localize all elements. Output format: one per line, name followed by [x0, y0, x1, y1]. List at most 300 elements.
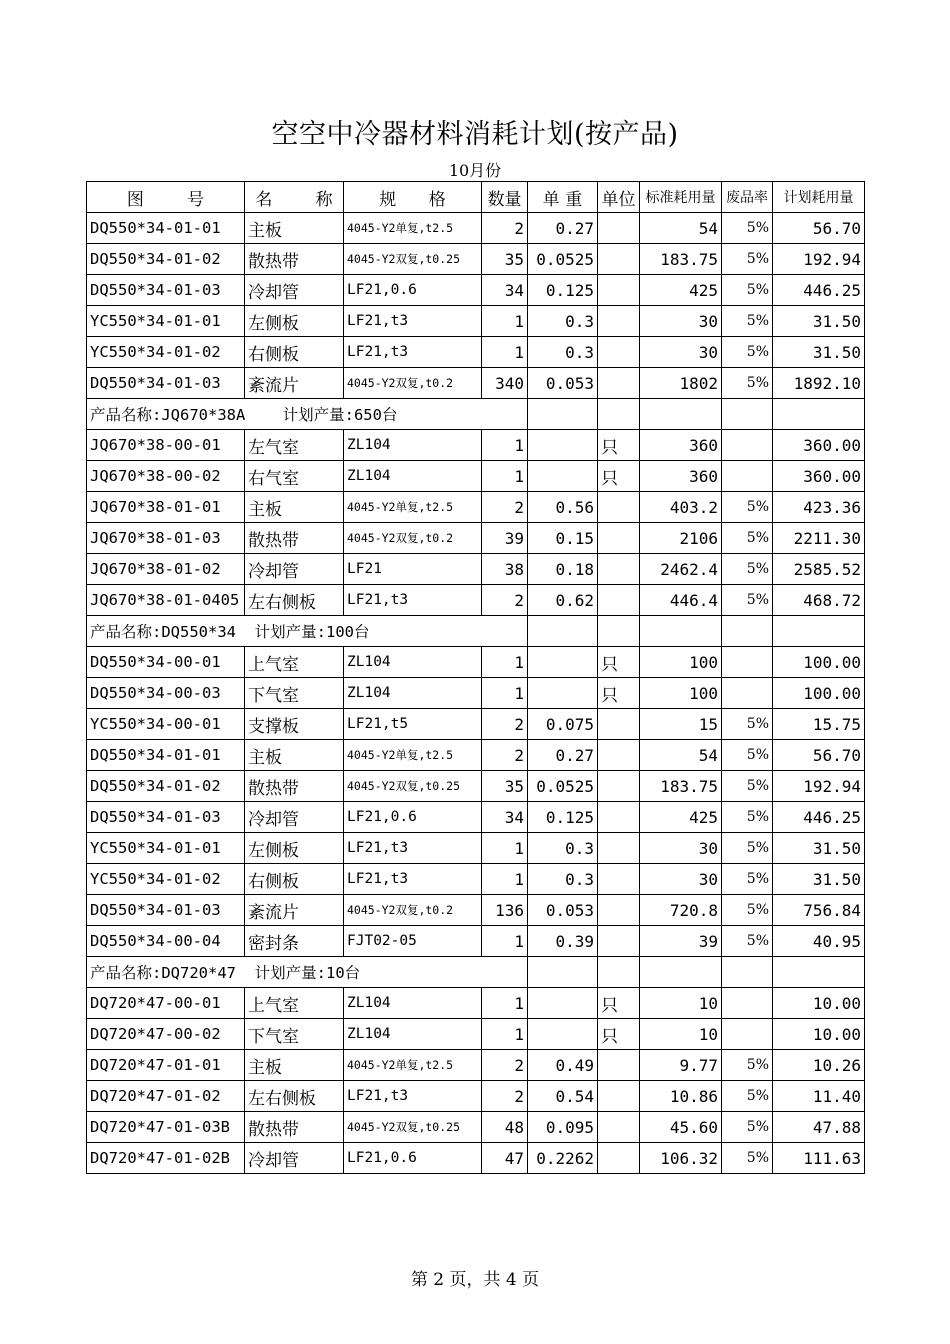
unit-weight-cell: 0.39	[528, 926, 598, 957]
empty-cell-unit	[598, 957, 640, 988]
part-code-cell: DQ550*34-01-02	[87, 244, 245, 275]
unit-weight-cell: 0.053	[528, 368, 598, 399]
unit-cell	[598, 523, 640, 554]
part-name-cell: 左侧板	[245, 833, 344, 864]
spec-cell: 4045-Y2双复,t0.25	[344, 1112, 482, 1143]
qty-cell: 38	[482, 554, 528, 585]
unit-cell	[598, 337, 640, 368]
std-usage-cell: 360	[640, 430, 722, 461]
unit-weight-cell: 0.49	[528, 1050, 598, 1081]
spec-cell: ZL104	[344, 647, 482, 678]
spec-cell: LF21,t3	[344, 585, 482, 616]
part-code-cell: DQ550*34-00-04	[87, 926, 245, 957]
plan-usage-cell: 446.25	[773, 275, 865, 306]
qty-cell: 48	[482, 1112, 528, 1143]
qty-cell: 1	[482, 833, 528, 864]
part-name-cell: 左侧板	[245, 306, 344, 337]
unit-weight-cell: 0.095	[528, 1112, 598, 1143]
section-heading: 产品名称:DQ550*34 计划产量:100台	[87, 616, 528, 647]
section-heading-row	[87, 957, 865, 988]
std-usage-cell: 360	[640, 461, 722, 492]
table-row	[87, 926, 865, 957]
spec-cell: LF21,t5	[344, 709, 482, 740]
qty-cell: 340	[482, 368, 528, 399]
spec-cell: 4045-Y2单复,t2.5	[344, 740, 482, 771]
qty-cell: 2	[482, 585, 528, 616]
part-code-cell: DQ550*34-01-03	[87, 895, 245, 926]
qty-cell: 1	[482, 678, 528, 709]
page-title: 空空中冷器材料消耗计划(按产品)	[271, 119, 679, 150]
unit-weight-cell: 0.0525	[528, 771, 598, 802]
qty-cell: 1	[482, 306, 528, 337]
unit-cell	[598, 740, 640, 771]
spec-cell: ZL104	[344, 988, 482, 1019]
qty-cell: 136	[482, 895, 528, 926]
unit-cell	[598, 1081, 640, 1112]
scrap-rate-cell	[722, 647, 773, 678]
spec-cell: 4045-Y2双复,t0.2	[344, 895, 482, 926]
part-name-cell: 散热带	[245, 244, 344, 275]
part-code-cell: DQ550*34-01-02	[87, 771, 245, 802]
scrap-rate-cell	[722, 988, 773, 1019]
unit-weight-cell: 0.27	[528, 740, 598, 771]
table-row	[87, 337, 865, 368]
scrap-rate-cell: 5%	[722, 492, 773, 523]
spec-cell: LF21,0.6	[344, 802, 482, 833]
header-row	[87, 182, 865, 213]
unit-weight-cell	[528, 647, 598, 678]
spec-cell: 4045-Y2单复,t2.5	[344, 213, 482, 244]
table-row	[87, 895, 865, 926]
qty-cell: 47	[482, 1143, 528, 1174]
section-heading: 产品名称:DQ720*47 计划产量:10台	[87, 957, 528, 988]
table-row	[87, 430, 865, 461]
qty-cell: 1	[482, 988, 528, 1019]
plan-usage-cell: 2585.52	[773, 554, 865, 585]
scrap-rate-cell: 5%	[722, 926, 773, 957]
unit-cell	[598, 492, 640, 523]
scrap-rate-cell: 5%	[722, 709, 773, 740]
part-name-cell: 下气室	[245, 1019, 344, 1050]
unit-cell	[598, 833, 640, 864]
part-code-cell: DQ720*47-01-01	[87, 1050, 245, 1081]
table-row	[87, 771, 865, 802]
plan-usage-cell: 100.00	[773, 678, 865, 709]
unit-weight-cell: 0.3	[528, 337, 598, 368]
plan-usage-cell: 192.94	[773, 244, 865, 275]
header-unit-weight: 单 重	[528, 182, 598, 213]
std-usage-cell: 2106	[640, 523, 722, 554]
unit-cell	[598, 554, 640, 585]
plan-usage-cell: 10.26	[773, 1050, 865, 1081]
scrap-rate-cell: 5%	[722, 833, 773, 864]
spec-cell: 4045-Y2双复,t0.2	[344, 523, 482, 554]
scrap-rate-cell: 5%	[722, 337, 773, 368]
std-usage-cell: 10	[640, 988, 722, 1019]
unit-cell	[598, 895, 640, 926]
std-usage-cell: 10.86	[640, 1081, 722, 1112]
spec-cell: ZL104	[344, 1019, 482, 1050]
unit-cell: 只	[598, 430, 640, 461]
table-row	[87, 740, 865, 771]
unit-cell	[598, 368, 640, 399]
part-code-cell: DQ720*47-00-01	[87, 988, 245, 1019]
scrap-rate-cell: 5%	[722, 864, 773, 895]
plan-usage-cell: 360.00	[773, 461, 865, 492]
spec-cell: ZL104	[344, 678, 482, 709]
unit-weight-cell: 0.54	[528, 1081, 598, 1112]
unit-cell	[598, 585, 640, 616]
table-row	[87, 647, 865, 678]
plan-usage-cell: 31.50	[773, 864, 865, 895]
table-row	[87, 1081, 865, 1112]
part-name-cell: 散热带	[245, 523, 344, 554]
plan-usage-cell: 446.25	[773, 802, 865, 833]
unit-cell: 只	[598, 988, 640, 1019]
part-code-cell: DQ550*34-01-03	[87, 275, 245, 306]
part-code-cell: JQ670*38-00-02	[87, 461, 245, 492]
unit-cell: 只	[598, 647, 640, 678]
plan-usage-cell: 2211.30	[773, 523, 865, 554]
part-code-cell: JQ670*38-01-03	[87, 523, 245, 554]
unit-weight-cell: 0.3	[528, 306, 598, 337]
part-name-cell: 左右侧板	[245, 585, 344, 616]
unit-weight-cell	[528, 430, 598, 461]
part-name-cell: 主板	[245, 740, 344, 771]
table-row	[87, 802, 865, 833]
std-usage-cell: 9.77	[640, 1050, 722, 1081]
plan-usage-cell: 56.70	[773, 213, 865, 244]
part-name-cell: 紊流片	[245, 368, 344, 399]
table-row	[87, 864, 865, 895]
spec-cell: 4045-Y2双复,t0.25	[344, 244, 482, 275]
scrap-rate-cell: 5%	[722, 244, 773, 275]
plan-usage-cell: 10.00	[773, 988, 865, 1019]
table-row	[87, 492, 865, 523]
plan-usage-cell: 31.50	[773, 306, 865, 337]
scrap-rate-cell: 5%	[722, 802, 773, 833]
std-usage-cell: 183.75	[640, 244, 722, 275]
unit-weight-cell: 0.0525	[528, 244, 598, 275]
table-row	[87, 275, 865, 306]
part-code-cell: YC550*34-01-02	[87, 864, 245, 895]
unit-cell	[598, 709, 640, 740]
part-code-cell: DQ550*34-00-03	[87, 678, 245, 709]
unit-cell	[598, 1050, 640, 1081]
table-row	[87, 1143, 865, 1174]
qty-cell: 35	[482, 244, 528, 275]
part-name-cell: 右气室	[245, 461, 344, 492]
empty-cell-scrap-rate	[722, 957, 773, 988]
std-usage-cell: 425	[640, 802, 722, 833]
plan-usage-cell: 56.70	[773, 740, 865, 771]
table-row	[87, 554, 865, 585]
spec-cell: 4045-Y2双复,t0.2	[344, 368, 482, 399]
unit-weight-cell: 0.053	[528, 895, 598, 926]
part-name-cell: 散热带	[245, 1112, 344, 1143]
unit-cell: 只	[598, 678, 640, 709]
unit-weight-cell: 0.15	[528, 523, 598, 554]
empty-cell-unit-weight	[528, 957, 598, 988]
plan-usage-cell: 31.50	[773, 833, 865, 864]
page-footer: 第 2 页，共 4 页	[410, 1270, 540, 1290]
empty-cell-scrap-rate	[722, 399, 773, 430]
table-row	[87, 1050, 865, 1081]
table-row	[87, 833, 865, 864]
unit-cell	[598, 213, 640, 244]
part-code-cell: DQ550*34-01-01	[87, 213, 245, 244]
part-name-cell: 冷却管	[245, 275, 344, 306]
spec-cell: LF21,0.6	[344, 1143, 482, 1174]
empty-cell-scrap-rate	[722, 616, 773, 647]
part-code-cell: DQ720*47-01-02B	[87, 1143, 245, 1174]
part-code-cell: YC550*34-01-01	[87, 306, 245, 337]
table-row	[87, 523, 865, 554]
scrap-rate-cell: 5%	[722, 213, 773, 244]
qty-cell: 34	[482, 275, 528, 306]
plan-usage-cell: 756.84	[773, 895, 865, 926]
qty-cell: 1	[482, 926, 528, 957]
std-usage-cell: 2462.4	[640, 554, 722, 585]
std-usage-cell: 30	[640, 833, 722, 864]
plan-usage-cell: 1892.10	[773, 368, 865, 399]
spec-cell: LF21,t3	[344, 306, 482, 337]
unit-weight-cell: 0.075	[528, 709, 598, 740]
unit-weight-cell: 0.125	[528, 275, 598, 306]
header-std-usage: 标准耗用量	[640, 182, 722, 213]
part-name-cell: 主板	[245, 1050, 344, 1081]
unit-weight-cell: 0.56	[528, 492, 598, 523]
part-code-cell: YC550*34-00-01	[87, 709, 245, 740]
section-heading-row	[87, 399, 865, 430]
std-usage-cell: 1802	[640, 368, 722, 399]
scrap-rate-cell: 5%	[722, 275, 773, 306]
unit-weight-cell: 0.3	[528, 833, 598, 864]
part-name-cell: 冷却管	[245, 554, 344, 585]
part-code-cell: JQ670*38-01-02	[87, 554, 245, 585]
empty-cell-std-usage	[640, 616, 722, 647]
part-name-cell: 冷却管	[245, 1143, 344, 1174]
qty-cell: 2	[482, 1081, 528, 1112]
unit-weight-cell: 0.3	[528, 864, 598, 895]
unit-cell: 只	[598, 461, 640, 492]
part-name-cell: 密封条	[245, 926, 344, 957]
table-row	[87, 306, 865, 337]
unit-cell	[598, 802, 640, 833]
unit-weight-cell: 0.62	[528, 585, 598, 616]
part-name-cell: 下气室	[245, 678, 344, 709]
part-name-cell: 主板	[245, 492, 344, 523]
qty-cell: 2	[482, 213, 528, 244]
plan-usage-cell: 11.40	[773, 1081, 865, 1112]
std-usage-cell: 425	[640, 275, 722, 306]
empty-cell-plan-usage	[773, 957, 865, 988]
part-name-cell: 紊流片	[245, 895, 344, 926]
part-name-cell: 上气室	[245, 988, 344, 1019]
scrap-rate-cell: 5%	[722, 306, 773, 337]
table-row	[87, 368, 865, 399]
plan-usage-cell: 192.94	[773, 771, 865, 802]
std-usage-cell: 720.8	[640, 895, 722, 926]
part-name-cell: 左右侧板	[245, 1081, 344, 1112]
scrap-rate-cell: 5%	[722, 368, 773, 399]
part-code-cell: DQ720*47-00-02	[87, 1019, 245, 1050]
table-row	[87, 1112, 865, 1143]
scrap-rate-cell: 5%	[722, 771, 773, 802]
part-code-cell: DQ550*34-00-01	[87, 647, 245, 678]
header-plan-usage: 计划耗用量	[773, 182, 865, 213]
part-name-cell: 右侧板	[245, 337, 344, 368]
empty-cell-unit	[598, 399, 640, 430]
scrap-rate-cell: 5%	[722, 523, 773, 554]
qty-cell: 1	[482, 337, 528, 368]
spec-cell: 4045-Y2单复,t2.5	[344, 492, 482, 523]
part-code-cell: YC550*34-01-02	[87, 337, 245, 368]
std-usage-cell: 54	[640, 740, 722, 771]
unit-weight-cell	[528, 678, 598, 709]
spec-cell: ZL104	[344, 430, 482, 461]
part-name-cell: 上气室	[245, 647, 344, 678]
scrap-rate-cell: 5%	[722, 1143, 773, 1174]
std-usage-cell: 100	[640, 647, 722, 678]
scrap-rate-cell: 5%	[722, 1112, 773, 1143]
qty-cell: 2	[482, 1050, 528, 1081]
std-usage-cell: 15	[640, 709, 722, 740]
part-name-cell: 散热带	[245, 771, 344, 802]
qty-cell: 1	[482, 430, 528, 461]
part-name-cell: 右侧板	[245, 864, 344, 895]
plan-usage-cell: 468.72	[773, 585, 865, 616]
std-usage-cell: 30	[640, 864, 722, 895]
qty-cell: 1	[482, 461, 528, 492]
scrap-rate-cell: 5%	[722, 1050, 773, 1081]
std-usage-cell: 54	[640, 213, 722, 244]
unit-weight-cell	[528, 988, 598, 1019]
empty-cell-unit	[598, 616, 640, 647]
table-row	[87, 678, 865, 709]
empty-cell-plan-usage	[773, 399, 865, 430]
plan-usage-cell: 10.00	[773, 1019, 865, 1050]
qty-cell: 1	[482, 647, 528, 678]
header-unit: 单位	[598, 182, 640, 213]
table-row	[87, 461, 865, 492]
table-row	[87, 213, 865, 244]
part-name-cell: 冷却管	[245, 802, 344, 833]
part-code-cell: DQ720*47-01-03B	[87, 1112, 245, 1143]
unit-cell	[598, 771, 640, 802]
spec-cell: 4045-Y2单复,t2.5	[344, 1050, 482, 1081]
unit-cell	[598, 1143, 640, 1174]
header-qty: 数量	[482, 182, 528, 213]
empty-cell-unit-weight	[528, 616, 598, 647]
std-usage-cell: 100	[640, 678, 722, 709]
plan-usage-cell: 31.50	[773, 337, 865, 368]
part-name-cell: 支撑板	[245, 709, 344, 740]
std-usage-cell: 30	[640, 306, 722, 337]
unit-weight-cell: 0.18	[528, 554, 598, 585]
std-usage-cell: 10	[640, 1019, 722, 1050]
plan-usage-cell: 111.63	[773, 1143, 865, 1174]
spec-cell: LF21,0.6	[344, 275, 482, 306]
part-code-cell: JQ670*38-01-0405	[87, 585, 245, 616]
table-row	[87, 585, 865, 616]
part-name-cell: 主板	[245, 213, 344, 244]
scrap-rate-cell: 5%	[722, 1081, 773, 1112]
qty-cell: 2	[482, 709, 528, 740]
empty-cell-std-usage	[640, 399, 722, 430]
unit-cell: 只	[598, 1019, 640, 1050]
spec-cell: LF21,t3	[344, 337, 482, 368]
spec-cell: LF21,t3	[344, 833, 482, 864]
qty-cell: 35	[482, 771, 528, 802]
section-heading-row	[87, 616, 865, 647]
plan-usage-cell: 47.88	[773, 1112, 865, 1143]
spec-cell: ZL104	[344, 461, 482, 492]
table-row	[87, 1019, 865, 1050]
scrap-rate-cell: 5%	[722, 895, 773, 926]
scrap-rate-cell	[722, 1019, 773, 1050]
table-row	[87, 709, 865, 740]
qty-cell: 1	[482, 864, 528, 895]
scrap-rate-cell: 5%	[722, 554, 773, 585]
scrap-rate-cell: 5%	[722, 740, 773, 771]
section-heading: 产品名称:JQ670*38A 计划产量:650台	[87, 399, 528, 430]
part-code-cell: JQ670*38-01-01	[87, 492, 245, 523]
header-code: 图 号	[87, 182, 245, 213]
plan-usage-cell: 15.75	[773, 709, 865, 740]
std-usage-cell: 446.4	[640, 585, 722, 616]
part-code-cell: DQ550*34-01-03	[87, 368, 245, 399]
header-spec: 规 格	[344, 182, 482, 213]
table-row	[87, 244, 865, 275]
empty-cell-unit-weight	[528, 399, 598, 430]
scrap-rate-cell	[722, 461, 773, 492]
std-usage-cell: 39	[640, 926, 722, 957]
spec-cell: LF21	[344, 554, 482, 585]
unit-weight-cell: 0.27	[528, 213, 598, 244]
unit-weight-cell	[528, 1019, 598, 1050]
unit-cell	[598, 244, 640, 275]
unit-weight-cell: 0.2262	[528, 1143, 598, 1174]
unit-cell	[598, 864, 640, 895]
plan-usage-cell: 100.00	[773, 647, 865, 678]
part-code-cell: YC550*34-01-01	[87, 833, 245, 864]
unit-cell	[598, 926, 640, 957]
spec-cell: FJT02-05	[344, 926, 482, 957]
unit-cell	[598, 306, 640, 337]
part-code-cell: DQ720*47-01-02	[87, 1081, 245, 1112]
std-usage-cell: 403.2	[640, 492, 722, 523]
qty-cell: 2	[482, 492, 528, 523]
plan-usage-cell: 40.95	[773, 926, 865, 957]
std-usage-cell: 106.32	[640, 1143, 722, 1174]
part-code-cell: DQ550*34-01-01	[87, 740, 245, 771]
unit-cell	[598, 1112, 640, 1143]
part-code-cell: JQ670*38-00-01	[87, 430, 245, 461]
qty-cell: 2	[482, 740, 528, 771]
unit-cell	[598, 275, 640, 306]
empty-cell-std-usage	[640, 957, 722, 988]
empty-cell-plan-usage	[773, 616, 865, 647]
qty-cell: 34	[482, 802, 528, 833]
unit-weight-cell	[528, 461, 598, 492]
spec-cell: LF21,t3	[344, 864, 482, 895]
std-usage-cell: 183.75	[640, 771, 722, 802]
page-subtitle: 10月份	[448, 161, 502, 180]
table-row	[87, 988, 865, 1019]
plan-usage-cell: 360.00	[773, 430, 865, 461]
std-usage-cell: 45.60	[640, 1112, 722, 1143]
